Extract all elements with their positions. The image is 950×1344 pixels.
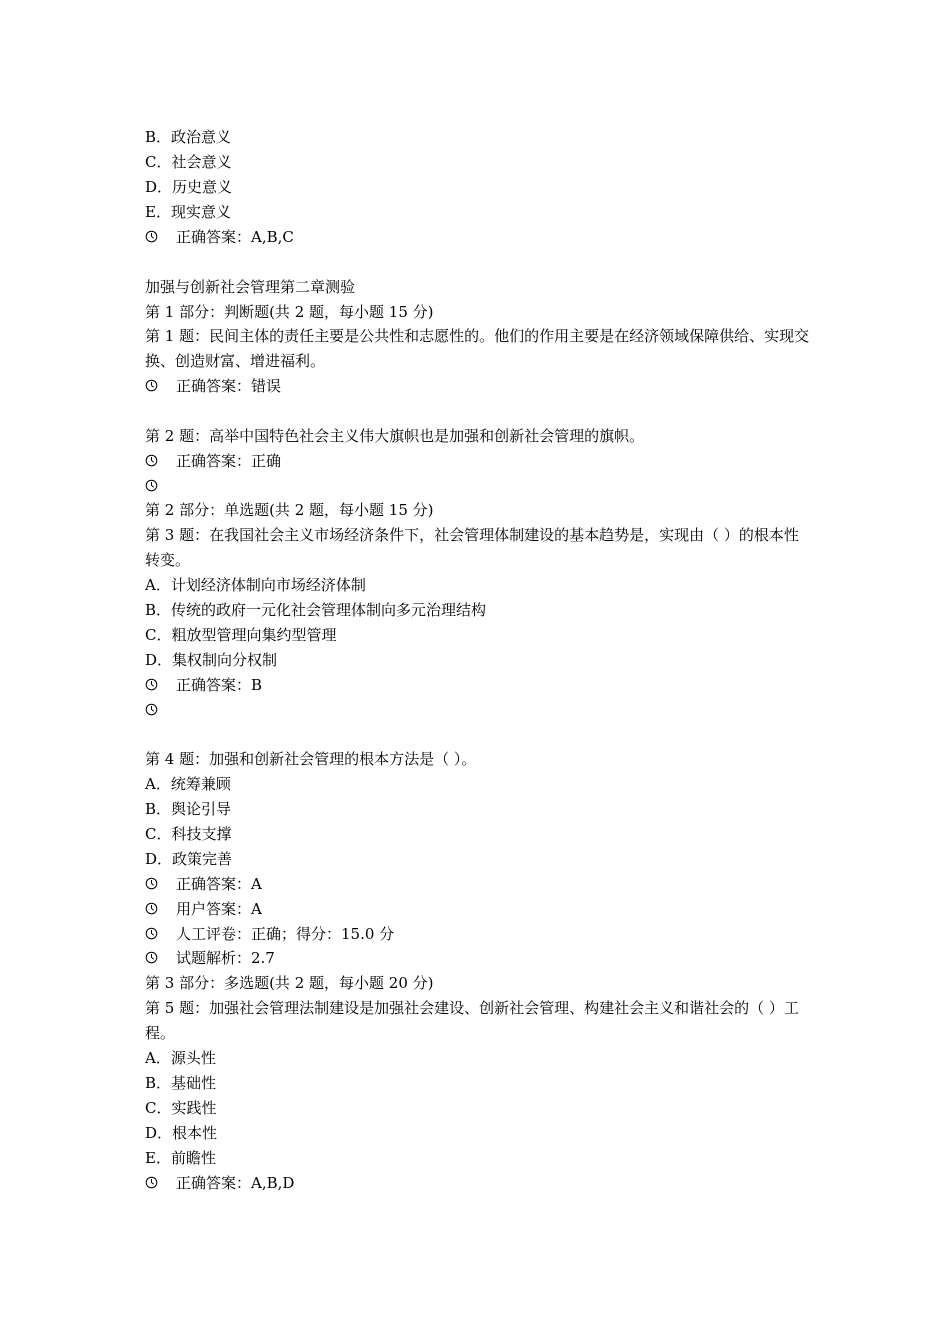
option-line: A．源头性 (145, 1049, 216, 1067)
answer-line: 正确答案：错误 (145, 374, 281, 399)
part-header: 第 1 部分：判断题(共 2 题，每小题 15 分) (145, 303, 434, 321)
analysis-line: 试题解析：2.7 (145, 946, 275, 971)
question-text: 第 4 题：加强和创新社会管理的根本方法是（ ）。 (145, 750, 477, 768)
clock-icon (145, 379, 158, 392)
clock-icon (145, 1176, 158, 1189)
question-text: 第 1 题：民间主体的责任主要是公共性和志愿性的。他们的作用主要是在经济领域保障供给、实现交换、创造财富、增进福利。 (145, 327, 810, 370)
option-line: E．前瞻性 (145, 1149, 216, 1167)
user-answer-line: 用户答案：A (145, 897, 262, 922)
option-line: D．集权制向分权制 (145, 651, 278, 669)
option-line: C．粗放型管理向集约型管理 (145, 626, 337, 644)
answer-line: 正确答案：正确 (145, 449, 281, 474)
clock-icon (145, 902, 158, 915)
option-line: D．根本性 (145, 1124, 218, 1142)
question-text: 第 2 题：高举中国特色社会主义伟大旗帜也是加强和创新社会管理的旗帜。 (145, 427, 645, 445)
option-line: C．实践性 (145, 1099, 217, 1117)
clock-icon (145, 454, 158, 467)
option-line: C．社会意义 (145, 153, 232, 171)
part-header: 第 3 部分：多选题(共 2 题，每小题 20 分) (145, 974, 434, 992)
answer-line: 正确答案：A,B,D (145, 1171, 294, 1196)
option-line: D．政策完善 (145, 850, 233, 868)
answer-line: 正确答案：B (145, 673, 262, 698)
option-line: B．基础性 (145, 1074, 217, 1092)
clock-icon (145, 230, 158, 243)
clock-icon (145, 927, 158, 940)
document-title: 加强与创新社会管理第二章测验 (145, 278, 356, 296)
part-header: 第 2 部分：单选题(共 2 题，每小题 15 分) (145, 501, 434, 519)
clock-icon (145, 678, 158, 691)
clock-icon (145, 479, 158, 492)
clock-icon (145, 951, 158, 964)
option-line: E．现实意义 (145, 203, 231, 221)
option-line: B．舆论引导 (145, 800, 232, 818)
clock-icon (145, 703, 158, 716)
option-line: A．计划经济体制向市场经济体制 (145, 576, 366, 594)
option-line: D．历史意义 (145, 178, 233, 196)
option-line: B．传统的政府一元化社会管理体制向多元治理结构 (145, 601, 487, 619)
answer-line: 正确答案：A,B,C (145, 225, 294, 250)
option-line: B．政治意义 (145, 128, 232, 146)
clock-icon (145, 877, 158, 890)
question-text: 第 5 题：加强社会管理法制建设是加强社会建设、创新社会管理、构建社会主义和谐社会的（ ）工程。 (145, 999, 799, 1042)
grading-line: 人工评卷：正确；得分：15.0 分 (145, 922, 394, 947)
question-text: 第 3 题：在我国社会主义市场经济条件下，社会管理体制建设的基本趋势是，实现由（ ）的根本性转变。 (145, 526, 799, 569)
option-line: A．统筹兼顾 (145, 775, 231, 793)
empty-answer-line (145, 474, 176, 499)
answer-line: 正确答案：A (145, 872, 262, 897)
empty-answer-line (145, 698, 176, 723)
option-line: C．科技支撑 (145, 825, 232, 843)
